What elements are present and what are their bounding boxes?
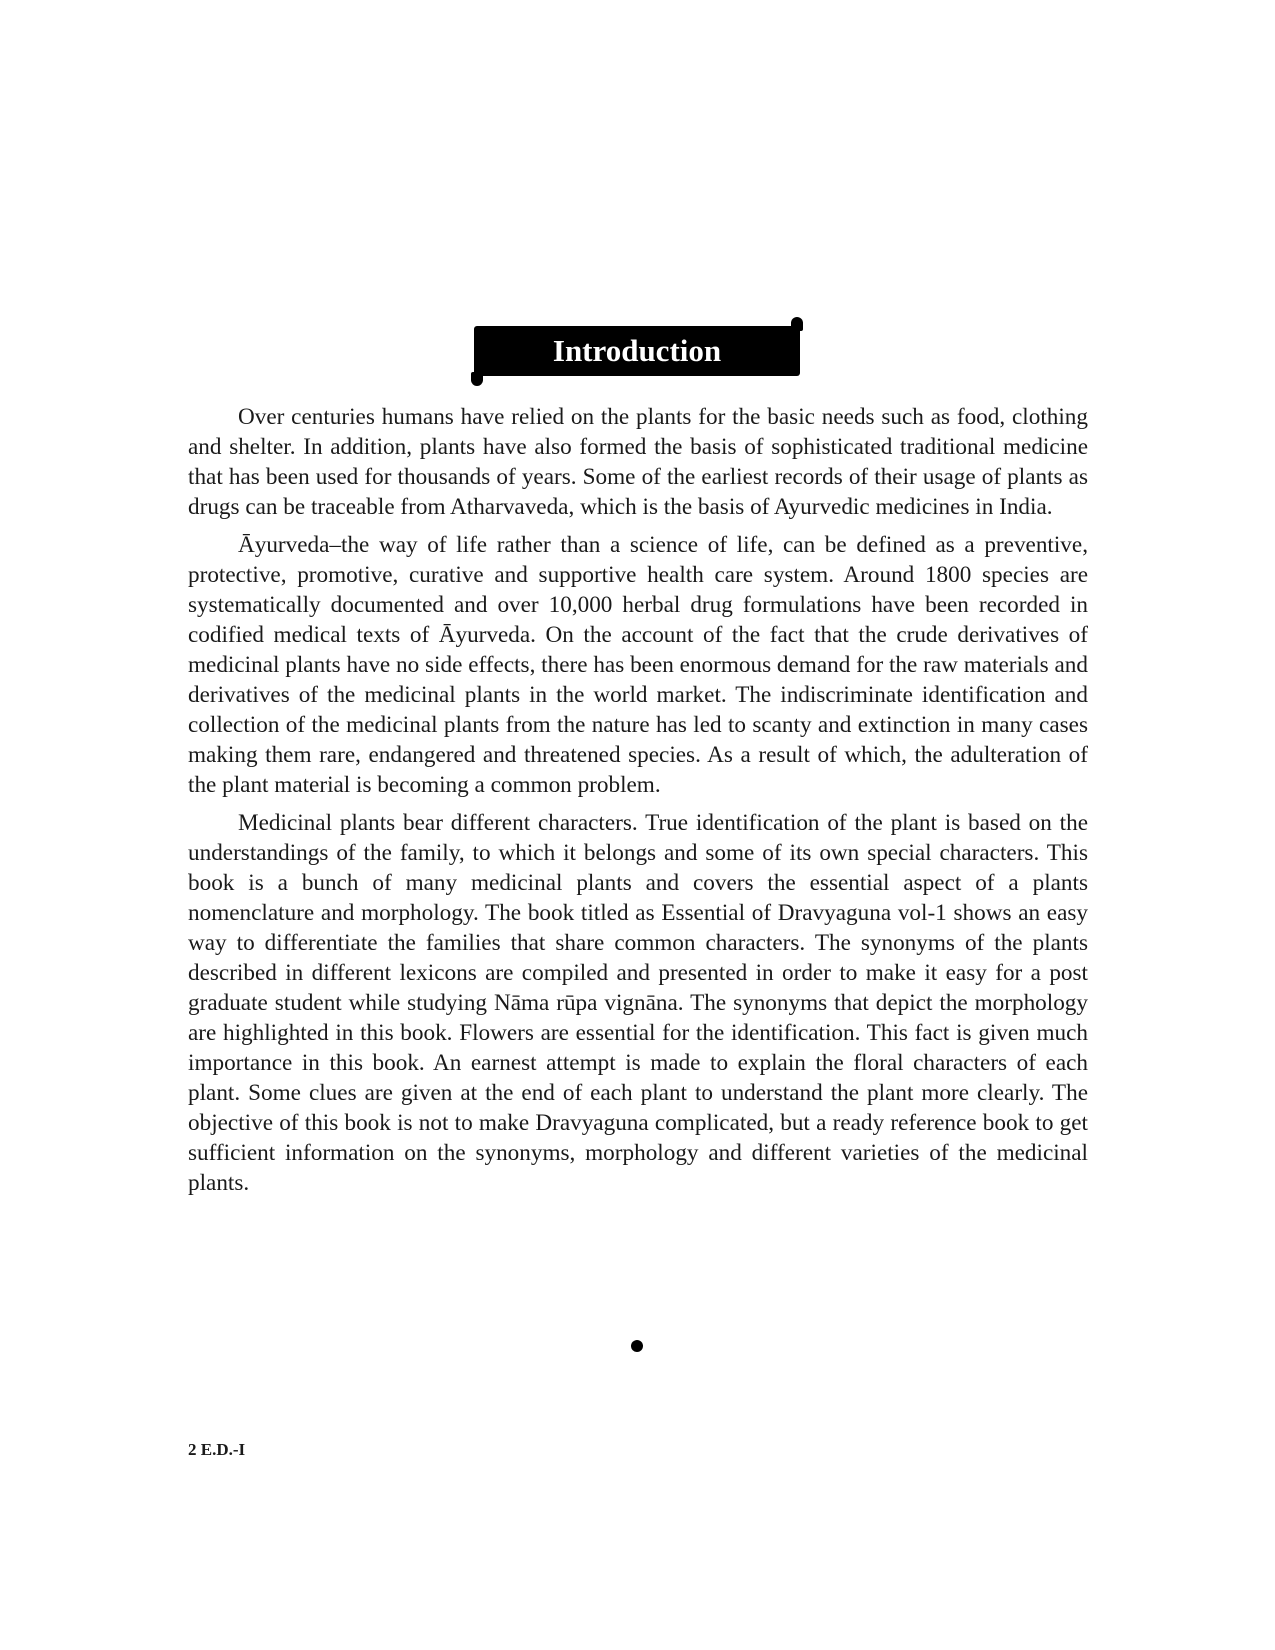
- title-banner: [474, 326, 800, 376]
- body-text: [188, 402, 1088, 1206]
- paragraph-1: Over centuries humans have relied on the plants for the basic needs such as food, clothing and shelter. In addition, plants have also formed the basis of sophisticated traditional medicine that has been used for thousands of years. Some of the earliest records of their usage of plants as drugs can be traceable from Atharvaveda, which is the basis of Ayurvedic medicines in India.: [188, 404, 1088, 520]
- paragraph-2: Āyurveda–the way of life rather than a science of life, can be defined as a preventive, protective, promotive, curative and supportive health care system. Around 1800 species are systematically documented and over 10,000 herbal drug formulations have been recorded in codified medical texts of Āyurveda. On the account of the fact that the crude derivatives of medicinal plants have no side effects, there has been enormous demand for the raw materials and derivatives of the medicinal plants in the world market. The indiscriminate identification and collection of the medicinal plants from the nature has led to scanty and extinction in many cases making them rare, endangered and threatened species. As a result of which, the adulteration of the plant material is becoming a common problem.: [188, 532, 1088, 798]
- paragraph-3: Medicinal plants bear different characters. True identification of the plant is based on the understandings of the family, to which it belongs and some of its own special characters. This book is a bunch of many medicinal plants and covers the essential aspect of a plants nomenclature and morphology. The book titled as Essential of Dravyaguna vol-1 shows an easy way to differentiate the families that share common characters. The synonyms of the plants described in different lexicons are compiled and presented in order to make it easy for a post graduate student while studying Nāma rūpa vignāna. The synonyms that depict the morphology are highlighted in this book. Flowers are essential for the identification. This fact is given much importance in this book. An earnest attempt is made to explain the floral characters of each plant. Some clues are given at the end of each plant to understand the plant more clearly. The objective of this book is not to make Dravyaguna complicated, but a ready reference book to get sufficient information on the synonyms, morphology and different varieties of the medicinal plants.: [188, 810, 1088, 1196]
- page-footer-code: 2 E.D.-I: [188, 1440, 246, 1459]
- page-title: Introduction: [552, 333, 722, 368]
- section-end-bullet: [631, 1340, 643, 1352]
